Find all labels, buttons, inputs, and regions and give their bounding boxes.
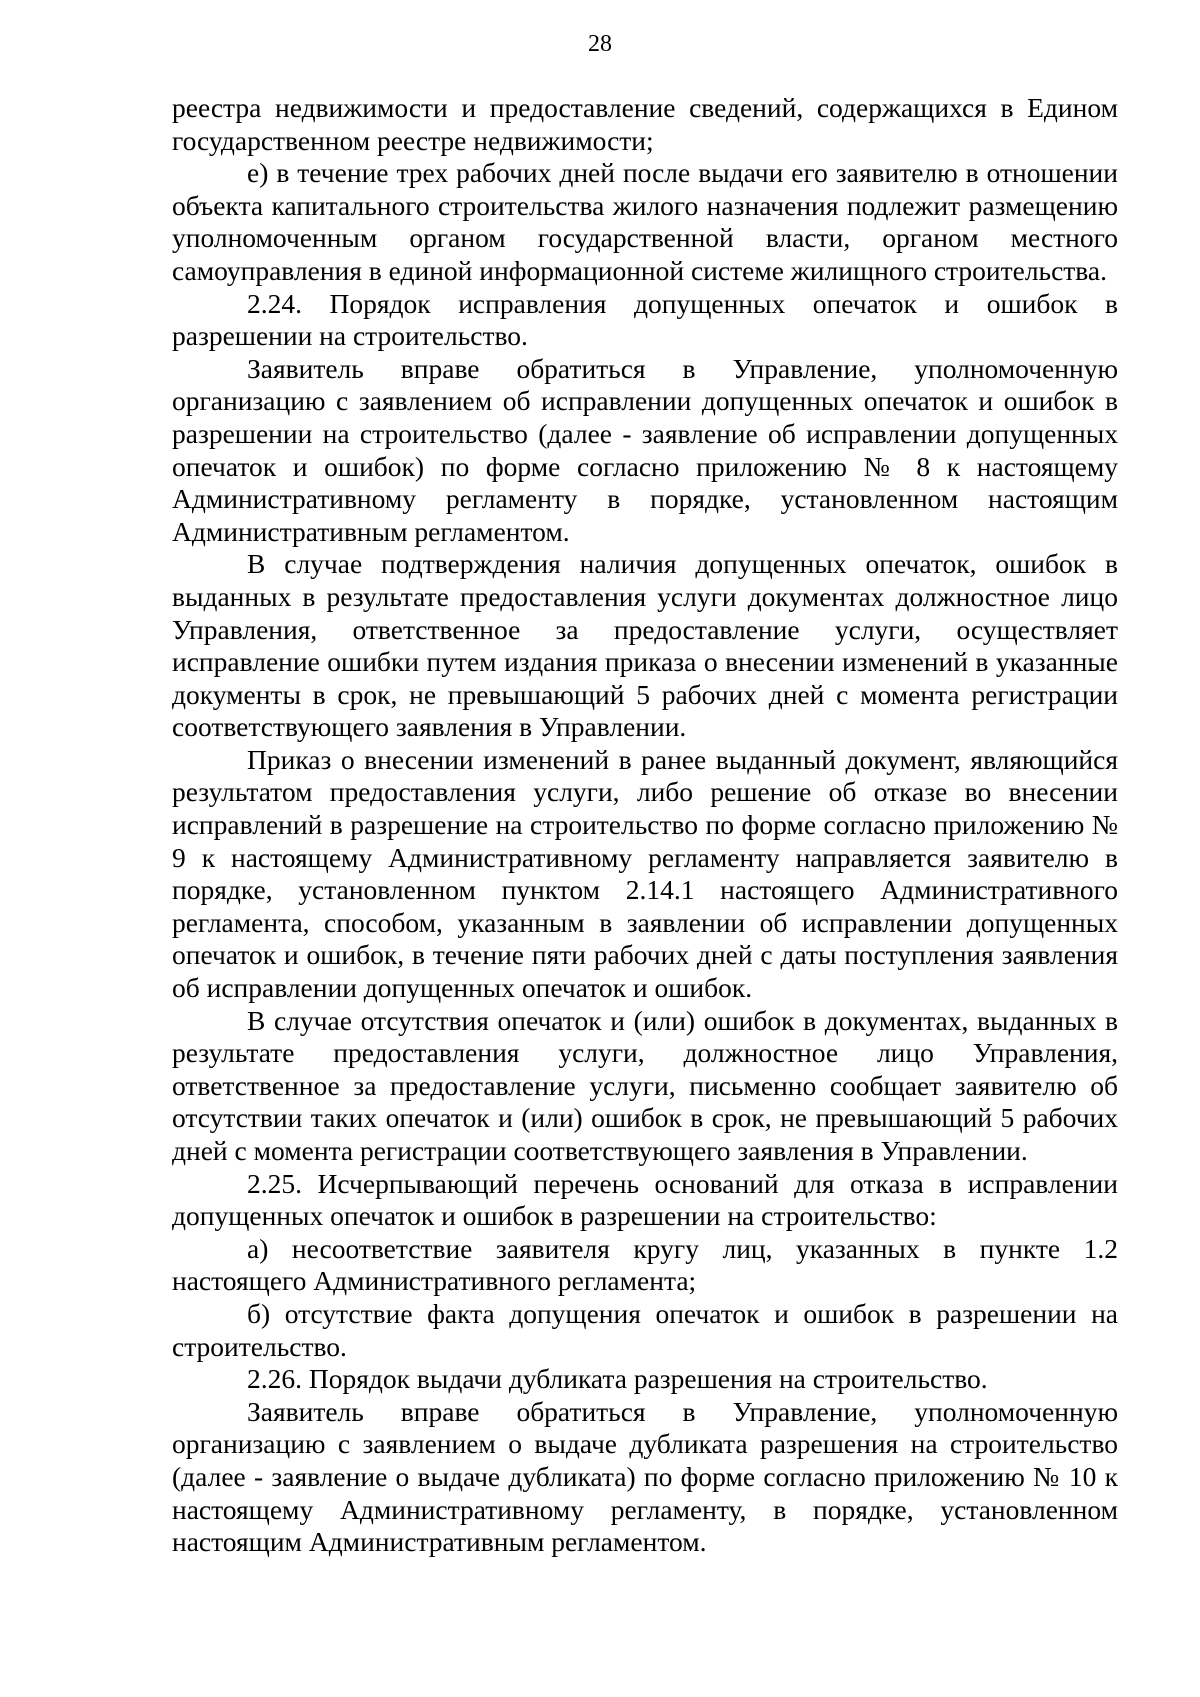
page-number: 28 (588, 31, 612, 57)
paragraph: б) отсутствие факта допущения опечаток и ошибок в разрешении на строительство. (172, 1297, 1118, 1362)
paragraph: В случае подтверждения наличия допущенных опечаток, ошибок в выданных в результате предоставления услуги документах должностное лицо Управления, ответственное за предоставление услуги, осуществляет исправление ошибки путем издания приказа о внесении изменений в указанные документы в срок, не превышающий 5 рабочих дней с момента регистрации соответствующего заявления в Управлении. (172, 548, 1118, 743)
paragraph: е) в течение трех рабочих дней после выдачи его заявителю в отношении объекта капитального строительства жилого назначения подлежит размещению уполномоченным органом государственной власти, органом местного самоуправления в единой информационной системе жилищного строительства. (172, 157, 1118, 286)
paragraph: В случае отсутствия опечаток и (или) ошибок в документах, выданных в результате предоставления услуги, должностное лицо Управления, ответственное за предоставление услуги, письменно сообщает заявителю об отсутствии таких опечаток и (или) ошибок в срок, не превышающий 5 рабочих дней с момента регистрации соответствующего заявления в Управлении. (172, 1004, 1118, 1166)
paragraph: 2.26. Порядок выдачи дубликата разрешения на строительство. (247, 1363, 988, 1395)
paragraph: Заявитель вправе обратиться в Управление, уполномоченную организацию с заявлением об исправлении допущенных опечаток и ошибок в разрешении на строительство (далее - заявление об исправлении допущенных опечаток и ошибок) по форме согласно приложению № 8 к настоящему Административному регламенту в порядке, установленном настоящим Административным регламентом. (172, 352, 1118, 547)
paragraph: реестра недвижимости и предоставление сведений, содержащихся в Едином государственном реестре недвижимости; (172, 92, 1118, 156)
paragraph: 2.25. Исчерпывающий перечень оснований для отказа в исправлении допущенных опечаток и ошибок в разрешении на строительство: (172, 1167, 1118, 1232)
paragraph: 2.24. Порядок исправления допущенных опечаток и ошибок в разрешении на строительство. (172, 287, 1118, 352)
paragraph: Приказ о внесении изменений в ранее выданный документ, являющийся результатом предоставления услуги, либо решение об отказе во внесении исправлений в разрешение на строительство по форме согласно приложению № 9 к настоящему Административному регламенту направляется заявителю в порядке, установленном пунктом 2.14.1 настоящего Административного регламента, способом, указанным в заявлении об исправлении допущенных опечаток и ошибок, в течение пяти рабочих дней с даты поступления заявления об исправлении допущенных опечаток и ошибок. (172, 743, 1118, 1004)
paragraph: а) несоответствие заявителя кругу лиц, указанных в пункте 1.2 настоящего Административного регламента; (172, 1232, 1118, 1297)
paragraph: Заявитель вправе обратиться в Управление, уполномоченную организацию с заявлением о выдаче дубликата разрешения на строительство (далее - заявление о выдаче дубликата) по форме согласно приложению № 10 к настоящему Административному регламенту, в порядке, установленном настоящим Административным регламентом. (172, 1395, 1118, 1558)
document-body (172, 92, 1118, 1559)
